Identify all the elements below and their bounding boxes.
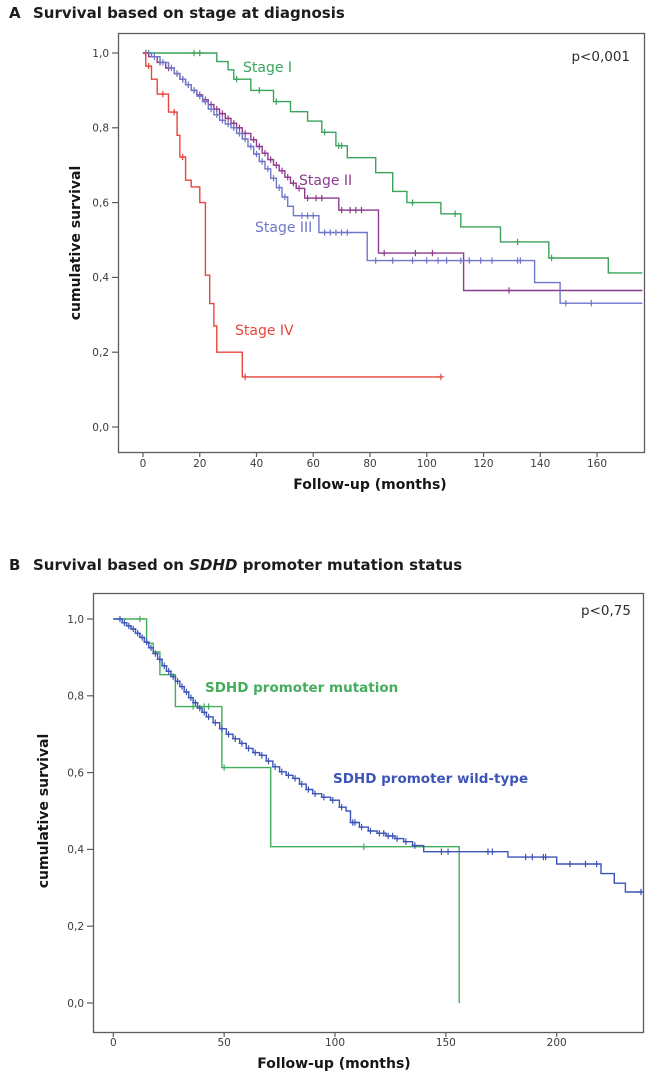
p-value-a: p<0,001 [571,49,630,65]
panel-b-marker: B [9,556,21,574]
x-tick-label: 140 [530,458,551,470]
x-tick-label: 0 [109,1037,117,1049]
km-curve [143,53,642,273]
x-tick-label: 20 [193,458,207,470]
censor-marks [143,50,513,294]
sdhd-mutation-label: SDHD promoter mutation [205,680,399,696]
p-value-b: p<0,75 [581,603,631,619]
panel-b-title-gene: SDHD [189,556,238,574]
censor-marks [145,50,554,261]
x-tick-label: 50 [217,1037,231,1049]
stage-i-label: Stage I [243,60,293,76]
sdhd-wildtype-label: SDHD promoter wild-type [333,771,529,787]
y-tick-label: 1,0 [92,47,109,60]
y-axis-label: cumulative survival [36,733,52,889]
x-tick-label: 40 [249,458,264,470]
y-tick-label: 0,4 [92,272,109,285]
x-tick-label: 80 [363,458,377,470]
y-tick-label: 0,2 [67,921,84,933]
panel-b-title-suffix: promoter mutation status [237,556,463,574]
panel-b-title-prefix: Survival based on [33,556,190,574]
censor-marks [143,50,595,307]
x-tick-label: 150 [435,1037,456,1049]
stage-ii-label: Stage II [299,173,353,189]
y-tick-label: 0,4 [67,844,84,857]
x-tick-label: 160 [586,458,608,470]
y-tick-label: 0,8 [67,690,84,703]
x-tick-label: 100 [416,458,437,470]
x-tick-label: 100 [324,1037,346,1049]
y-tick-label: 0,8 [92,122,109,135]
y-tick-label: 0,2 [92,347,109,359]
y-tick-label: 0,0 [67,997,84,1010]
y-tick-label: 0,6 [67,767,84,780]
censor-marks [137,616,367,850]
y-axis-label: cumulative survival [68,165,84,321]
y-tick-label: 0,6 [92,197,109,210]
km-curve [113,619,459,1003]
km-curve [143,53,642,291]
x-tick-label: 120 [473,458,494,470]
x-tick-label: 60 [306,458,320,470]
censor-marks [117,616,644,895]
km-plot-sdhd-promoter [0,545,650,1090]
panel-a-marker: A [9,4,21,22]
x-tick-label: 0 [139,458,147,470]
x-tick-label: 200 [546,1037,567,1049]
plot-border [94,594,644,1033]
x-axis-label: Follow-up (months) [293,477,447,493]
panel-a-title: Survival based on stage at diagnosis [33,4,345,22]
y-tick-label: 1,0 [67,613,84,626]
x-axis-label: Follow-up (months) [257,1056,411,1072]
y-tick-label: 0,0 [92,421,109,434]
km-curve [113,619,643,892]
stage-iv-label: Stage IV [235,323,294,339]
stage-iii-label: Stage III [255,220,313,236]
